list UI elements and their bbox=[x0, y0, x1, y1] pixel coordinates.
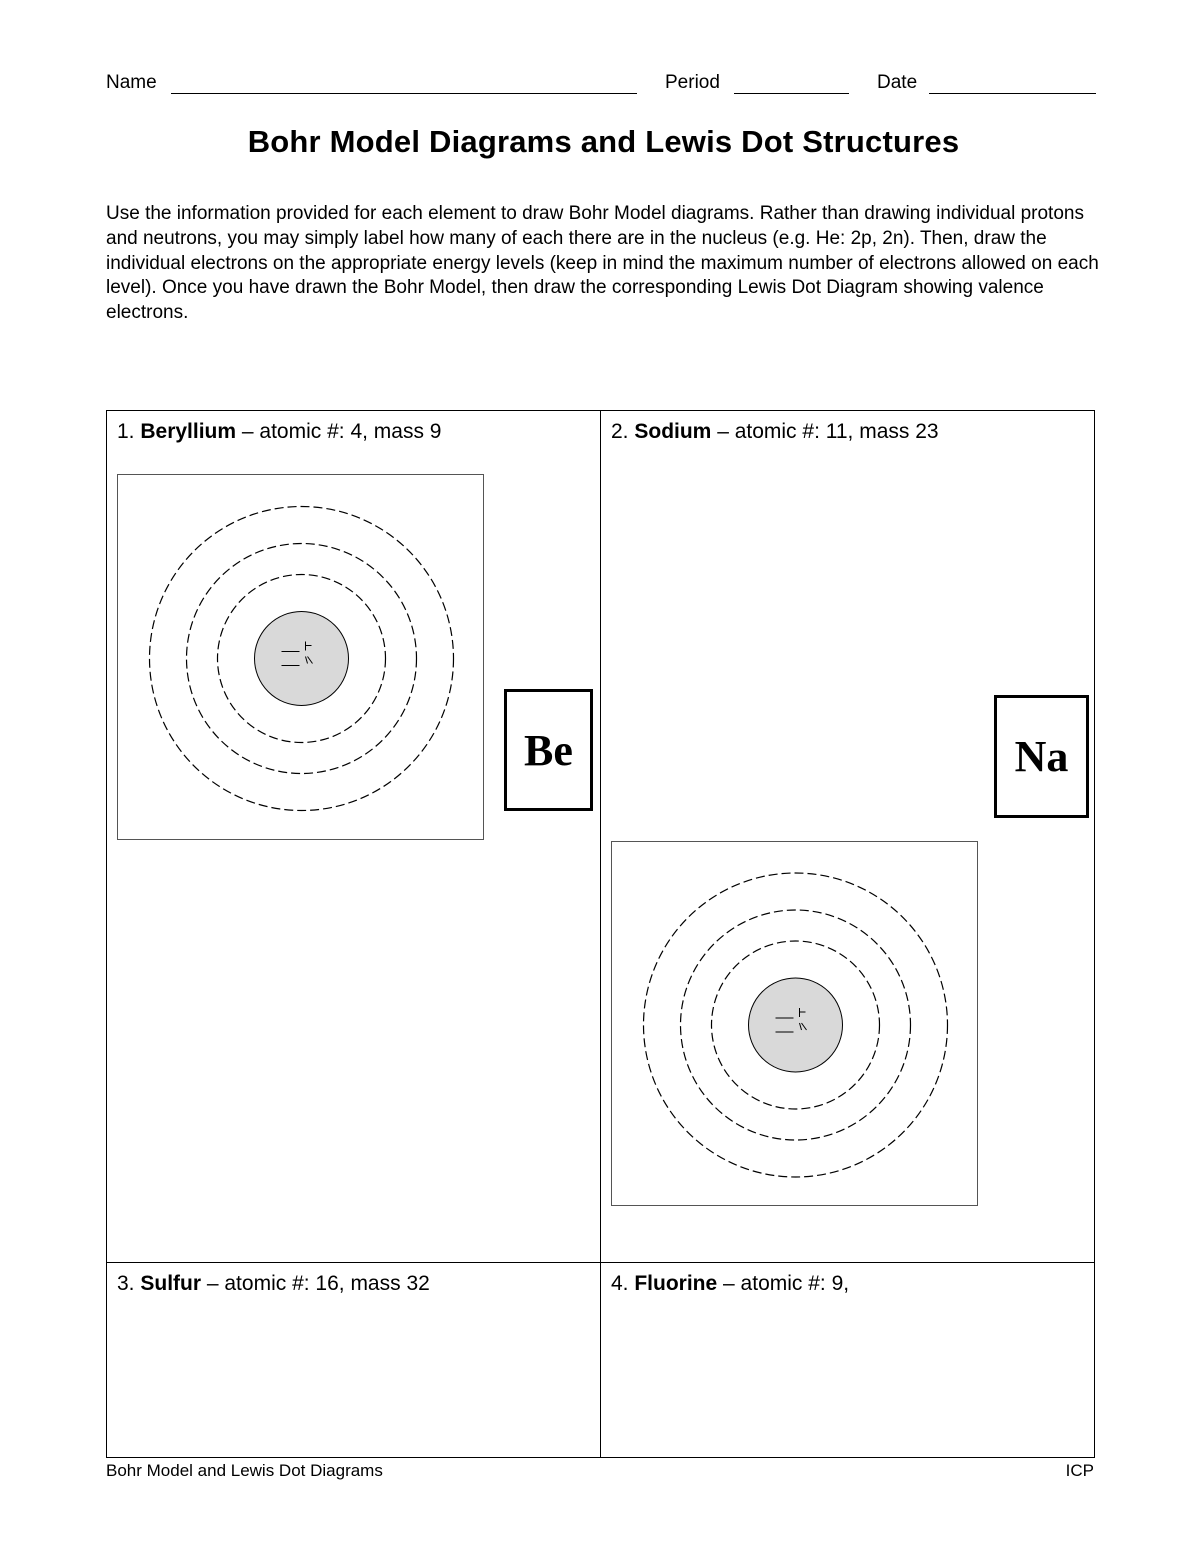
footer-right: ICP bbox=[1065, 1461, 1094, 1480]
element-label-beryllium bbox=[117, 420, 441, 444]
element-label-fluorine bbox=[611, 1272, 849, 1296]
element-number: 2. bbox=[611, 420, 629, 443]
instructions-paragraph: Use the information provided for each element to draw Bohr Model diagrams. Rather than drawing individual protons and neutrons, you may simply label how many of each there are in the nucleus (e.g. He: 2p, 2n). Then, draw the individual electrons on the appropriate energy levels (keep in mind the maximum number of electrons allowed on each level). Once you have drawn the Bohr Model, then draw the corresponding Lewis Dot Diagram showing valence electrons. bbox=[106, 203, 1099, 324]
grid-horizontal-divider bbox=[106, 1262, 1095, 1263]
bohr-diagram-beryllium[interactable] bbox=[117, 474, 484, 840]
period-field[interactable] bbox=[734, 93, 849, 94]
name-field[interactable] bbox=[171, 93, 637, 94]
element-name: Sodium bbox=[634, 420, 712, 443]
grid-vertical-divider bbox=[600, 410, 601, 1458]
bohr-model-graphic bbox=[612, 842, 979, 1207]
date-field[interactable] bbox=[929, 93, 1096, 94]
element-symbol-box-be bbox=[504, 689, 593, 811]
element-info: – atomic #: 16, mass 32 bbox=[201, 1272, 430, 1295]
bohr-diagram-sodium[interactable] bbox=[611, 841, 978, 1206]
element-name: Beryllium bbox=[140, 420, 237, 443]
element-label-sodium bbox=[611, 420, 939, 444]
period-label: Period bbox=[665, 72, 720, 93]
element-symbol-box-na bbox=[994, 695, 1089, 818]
element-number: 4. bbox=[611, 1272, 629, 1295]
element-symbol: Na bbox=[1014, 732, 1069, 781]
element-info: – atomic #: 11, mass 23 bbox=[711, 420, 939, 443]
nucleus bbox=[749, 978, 843, 1072]
element-number: 3. bbox=[117, 1272, 135, 1295]
nucleus bbox=[255, 612, 349, 706]
date-label: Date bbox=[877, 72, 918, 93]
name-label: Name bbox=[106, 72, 157, 93]
element-name: Sulfur bbox=[140, 1272, 202, 1295]
footer-left: Bohr Model and Lewis Dot Diagrams bbox=[106, 1461, 383, 1480]
page-title: Bohr Model Diagrams and Lewis Dot Structures bbox=[247, 124, 960, 159]
element-label-sulfur bbox=[117, 1272, 430, 1296]
element-name: Fluorine bbox=[634, 1272, 718, 1295]
element-symbol: Be bbox=[524, 725, 573, 775]
element-number: 1. bbox=[117, 420, 135, 443]
element-info: – atomic #: 4, mass 9 bbox=[236, 420, 442, 443]
element-info: – atomic #: 9, bbox=[717, 1272, 850, 1295]
bohr-model-graphic bbox=[118, 475, 485, 841]
